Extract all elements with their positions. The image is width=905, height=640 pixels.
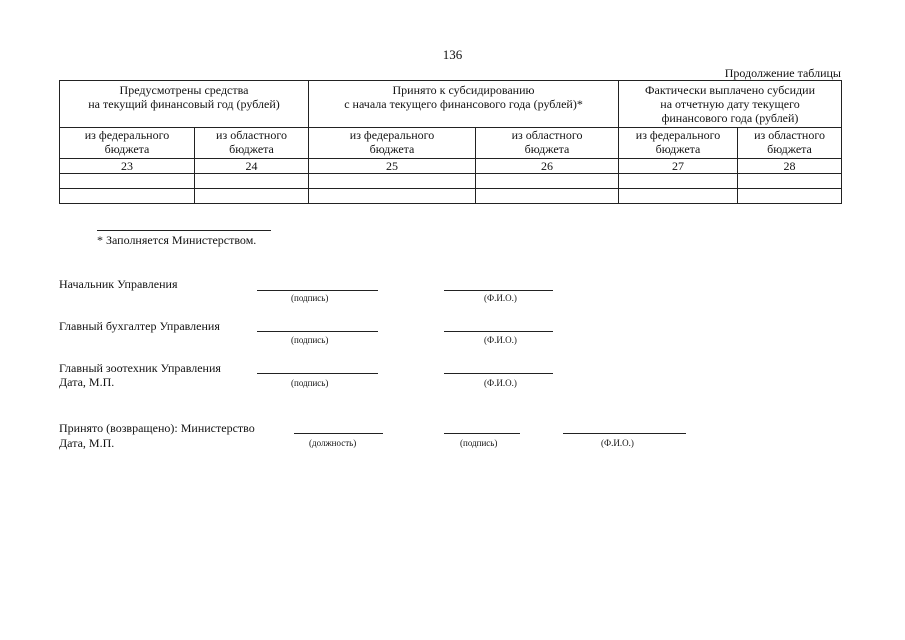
name-line[interactable] (563, 433, 686, 434)
sub-header-federal: из федерального бюджета (309, 128, 476, 159)
name-caption: (Ф.И.О.) (484, 378, 517, 388)
column-number: 23 (60, 159, 195, 174)
sub-header-federal: из федерального бюджета (60, 128, 195, 159)
table-cell[interactable] (195, 174, 309, 189)
sub-header-regional: из областного бюджета (195, 128, 309, 159)
name-caption: (Ф.И.О.) (601, 438, 634, 448)
footnote-divider (97, 230, 271, 231)
table-cell[interactable] (476, 174, 619, 189)
table-cell[interactable] (738, 174, 842, 189)
signature-caption: (подпись) (460, 438, 498, 448)
sub-header-regional: из областного бюджета (738, 128, 842, 159)
date-stamp-label: Дата, М.П. (59, 375, 115, 389)
table-cell[interactable] (619, 189, 738, 204)
name-caption: (Ф.И.О.) (484, 335, 517, 345)
sub-header-regional: из областного бюджета (476, 128, 619, 159)
subsidy-table (59, 80, 842, 204)
signature-role-zootechnician: Главный зоотехник Управления (59, 361, 221, 375)
signature-caption: (подпись) (291, 378, 329, 388)
signature-role-accountant: Главный бухгалтер Управления (59, 319, 220, 333)
position-caption: (должность) (309, 438, 357, 448)
name-line[interactable] (444, 373, 553, 374)
signature-line[interactable] (257, 290, 378, 291)
signature-line[interactable] (257, 331, 378, 332)
column-number: 24 (195, 159, 309, 174)
table-row (60, 189, 842, 204)
column-number: 26 (476, 159, 619, 174)
group-header-paid: Фактически выплачено субсидии на отчетную дату текущего финансового года (рублей) (619, 81, 842, 128)
page-number: 136 (442, 47, 463, 62)
table-cell[interactable] (619, 174, 738, 189)
group-header-accepted: Принято к субсидированию с начала текущего финансового года (рублей)* (309, 81, 619, 128)
table-cell[interactable] (309, 174, 476, 189)
group-header-planned: Предусмотрены средства на текущий финансовый год (рублей) (60, 81, 309, 128)
name-caption: (Ф.И.О.) (484, 293, 517, 303)
name-line[interactable] (444, 331, 553, 332)
column-number: 25 (309, 159, 476, 174)
table-cell[interactable] (60, 174, 195, 189)
signature-caption: (подпись) (291, 335, 329, 345)
signature-role-head: Начальник Управления (59, 277, 178, 291)
column-number: 27 (619, 159, 738, 174)
signature-line[interactable] (444, 433, 520, 434)
footnote: * Заполняется Министерством. (97, 233, 257, 247)
table-continuation-label: Продолжение таблицы (724, 66, 841, 80)
table-cell[interactable] (60, 189, 195, 204)
acceptance-label: Принято (возвращено): Министерство (59, 421, 255, 435)
signature-caption: (подпись) (291, 293, 329, 303)
table-row (60, 174, 842, 189)
signature-line[interactable] (257, 373, 378, 374)
table-cell[interactable] (738, 189, 842, 204)
name-line[interactable] (444, 290, 553, 291)
column-number: 28 (738, 159, 842, 174)
acceptance-date-stamp: Дата, М.П. (59, 436, 115, 450)
table-cell[interactable] (309, 189, 476, 204)
table-cell[interactable] (476, 189, 619, 204)
sub-header-federal: из федерального бюджета (619, 128, 738, 159)
position-line[interactable] (294, 433, 383, 434)
table-cell[interactable] (195, 189, 309, 204)
